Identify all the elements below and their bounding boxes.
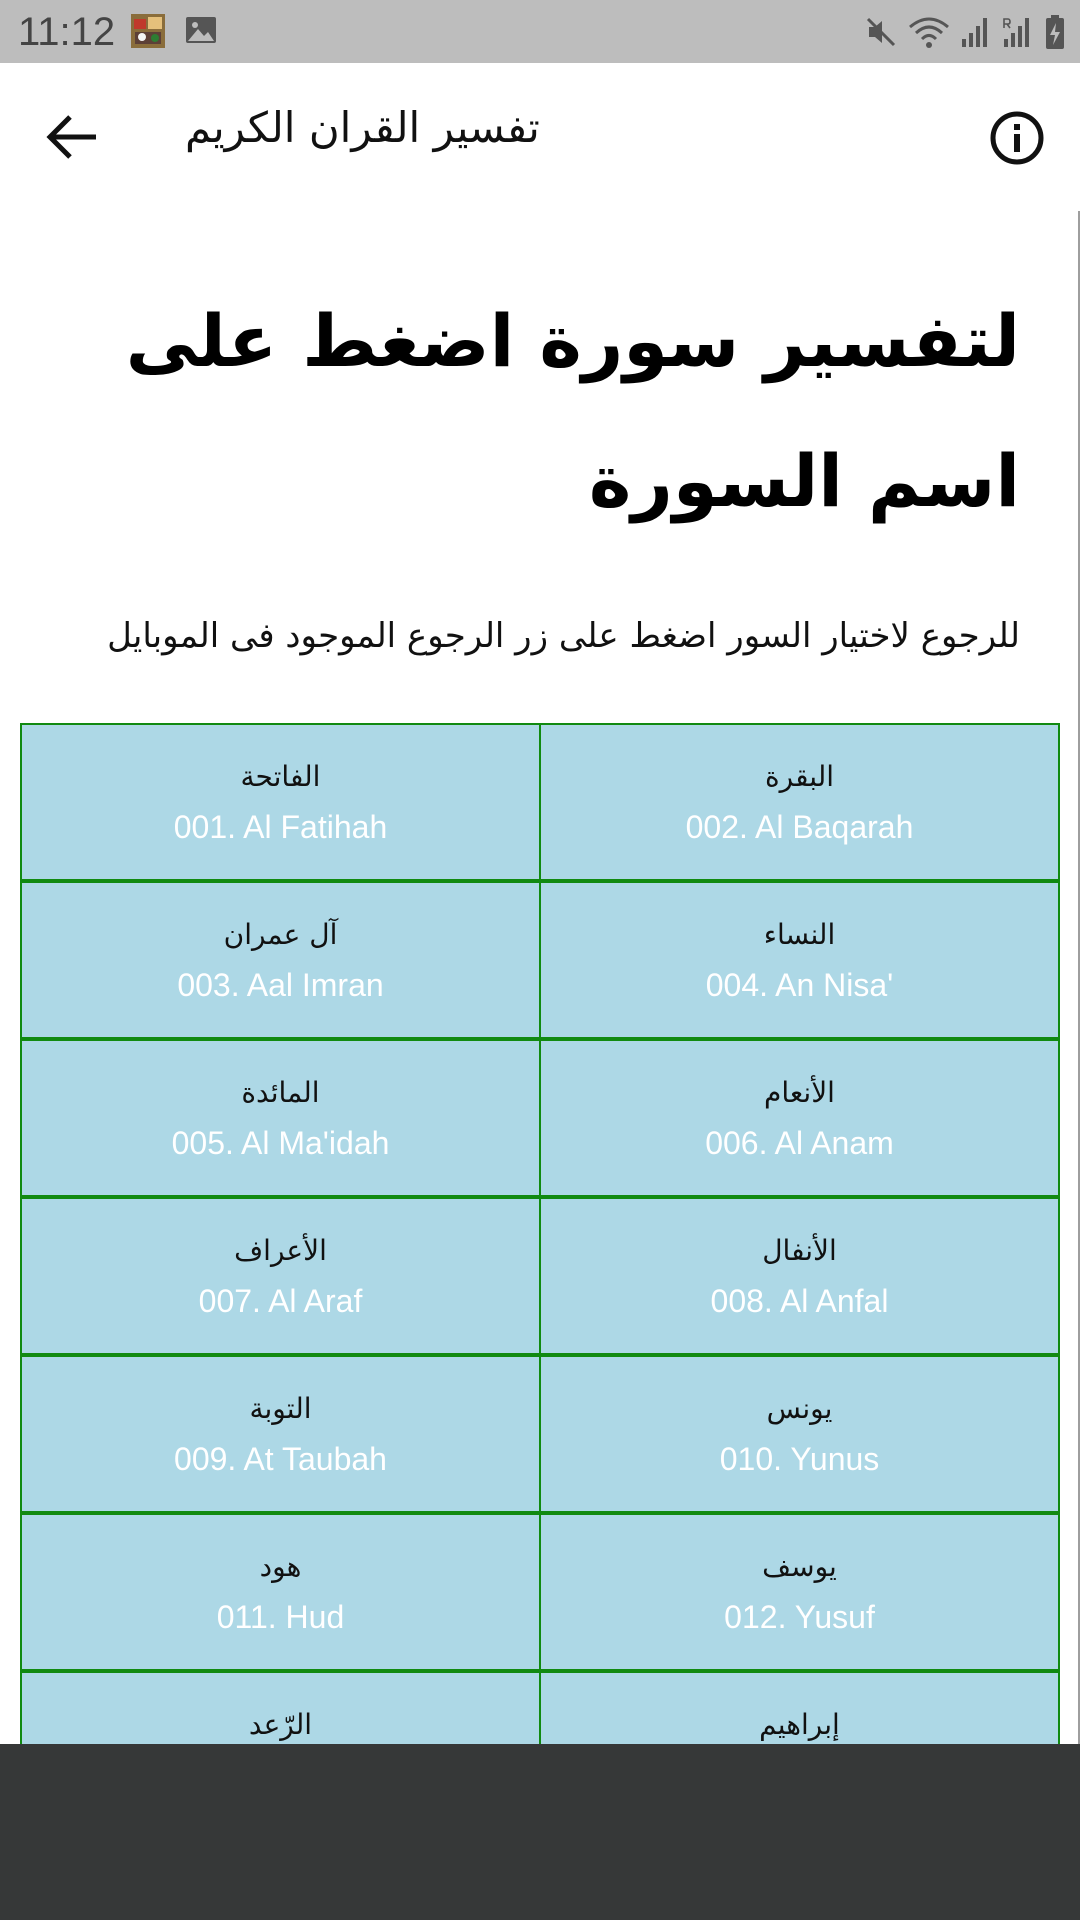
page-heading: لتفسير سورة اضغط على اسم السورة xyxy=(125,299,1020,523)
surah-latin-name: 004. An Nisa' xyxy=(705,967,894,1003)
signal-roaming-icon xyxy=(1000,15,1034,49)
signal-icon xyxy=(960,15,990,49)
surah-cell[interactable] xyxy=(540,881,1060,1039)
surah-cell[interactable] xyxy=(20,1513,540,1671)
battery-icon xyxy=(1044,14,1066,50)
app-title: تفسير القران الكريم xyxy=(185,103,540,152)
webview-content[interactable] xyxy=(0,211,1080,1744)
status-icons xyxy=(864,13,1066,51)
surah-arabic-name: التوبة xyxy=(249,1392,312,1425)
arrow-left-icon xyxy=(42,109,104,165)
surah-arabic-name: الفاتحة xyxy=(240,760,321,793)
surah-latin-name: 001. Al Fatihah xyxy=(173,809,388,845)
surah-latin-name: 002. Al Baqarah xyxy=(685,809,914,845)
wifi-icon xyxy=(908,15,950,49)
surah-arabic-name: الأعراف xyxy=(234,1234,327,1267)
surah-arabic-name: الأنعام xyxy=(764,1076,835,1109)
app-bar xyxy=(0,63,1080,211)
surah-arabic-name: المائدة xyxy=(241,1076,320,1109)
surah-cell[interactable] xyxy=(20,1671,540,1744)
surah-arabic-name: النساء xyxy=(763,918,836,951)
surah-arabic-name: يوسف xyxy=(762,1550,837,1583)
surah-cell[interactable] xyxy=(540,1671,1060,1744)
surah-cell[interactable] xyxy=(20,881,540,1039)
surah-latin-name: 005. Al Ma'idah xyxy=(171,1125,390,1161)
surah-cell[interactable] xyxy=(540,1355,1060,1513)
surah-latin-name: 010. Yunus xyxy=(719,1441,880,1477)
info-button[interactable] xyxy=(988,109,1046,167)
surah-arabic-name: هود xyxy=(259,1550,302,1583)
surah-cell[interactable] xyxy=(540,1039,1060,1197)
app-notification-icon xyxy=(130,13,166,49)
surah-arabic-name: الرّعد xyxy=(248,1708,313,1741)
surah-arabic-name: يونس xyxy=(766,1392,833,1425)
surah-cell[interactable] xyxy=(20,1355,540,1513)
surah-cell[interactable] xyxy=(540,1197,1060,1355)
image-notification-icon xyxy=(184,13,220,49)
surah-arabic-name: آل عمران xyxy=(223,918,338,951)
surah-latin-name: 011. Hud xyxy=(216,1599,345,1635)
instructions-text: للرجوع لاختيار السور اضغط على زر الرجوع الموجود فى الموبايل xyxy=(107,616,1020,656)
surah-grid xyxy=(20,723,1062,1744)
status-time: 11:12 xyxy=(18,10,116,54)
surah-latin-name: 006. Al Anam xyxy=(705,1125,894,1161)
surah-arabic-name: البقرة xyxy=(764,760,835,793)
surah-latin-name: 012. Yusuf xyxy=(724,1599,875,1635)
surah-cell[interactable] xyxy=(540,723,1060,881)
back-button[interactable] xyxy=(42,109,104,165)
surah-cell[interactable] xyxy=(20,723,540,881)
mute-icon xyxy=(864,15,898,49)
surah-latin-name: 007. Al Araf xyxy=(198,1283,363,1319)
surah-latin-name: 008. Al Anfal xyxy=(710,1283,889,1319)
navigation-bar xyxy=(0,1744,1080,1920)
surah-latin-name: 009. At Taubah xyxy=(174,1441,387,1477)
surah-latin-name: 003. Aal Imran xyxy=(177,967,384,1003)
info-circle-icon xyxy=(988,109,1046,167)
surah-arabic-name: إبراهيم xyxy=(759,1708,840,1741)
status-bar xyxy=(0,0,1080,63)
surah-cell[interactable] xyxy=(20,1039,540,1197)
surah-arabic-name: الأنفال xyxy=(762,1234,837,1267)
surah-cell[interactable] xyxy=(20,1197,540,1355)
surah-cell[interactable] xyxy=(540,1513,1060,1671)
